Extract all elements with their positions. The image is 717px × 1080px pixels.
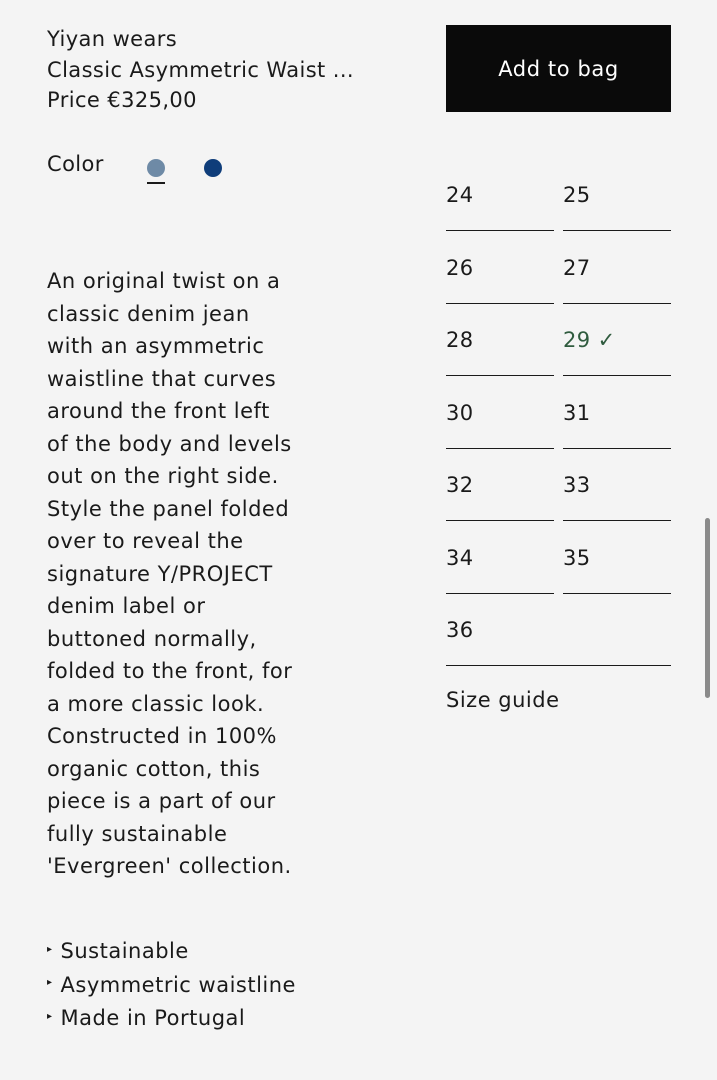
description-line: fully sustainable — [47, 821, 228, 846]
size-row — [446, 595, 671, 668]
scrollbar[interactable] — [705, 518, 710, 698]
size-option-26[interactable]: 26 — [446, 256, 554, 304]
description-line: around the front left — [47, 399, 270, 423]
description-line: over to reveal the — [47, 529, 244, 553]
feature-item — [47, 1002, 296, 1036]
product-name: Classic Asymmetric Waist ... — [47, 57, 354, 82]
size-row — [446, 523, 671, 596]
feature-list — [47, 935, 296, 1036]
model-line: Yiyan wears — [47, 27, 178, 51]
add-to-bag-button[interactable]: Add to bag — [446, 25, 671, 112]
description-line: denim label or — [47, 594, 206, 618]
product-price: Price €325,00 — [47, 88, 197, 112]
size-option-28[interactable]: 28 — [446, 328, 554, 376]
product-meta — [47, 24, 354, 116]
size-option-31[interactable]: 31 — [563, 401, 671, 449]
color-label: Color — [47, 152, 104, 176]
size-row — [446, 233, 671, 306]
bullet-icon: ▸ — [47, 943, 53, 955]
size-option-24[interactable]: 24 — [446, 183, 554, 231]
color-selector — [47, 150, 287, 190]
size-option-36[interactable]: 36 — [446, 618, 671, 666]
description-line: folded to the front, for — [47, 659, 293, 683]
description-line: of the body and levels — [47, 431, 292, 456]
size-option-25[interactable]: 25 — [563, 183, 671, 231]
description-line: 'Evergreen' collection. — [47, 854, 292, 878]
description-line: with an asymmetric — [47, 334, 265, 358]
feature-label: Made in Portugal — [60, 1006, 246, 1030]
color-swatch-light-blue[interactable] — [147, 159, 165, 177]
size-row — [446, 160, 671, 233]
description-line: classic denim jean — [47, 301, 250, 326]
feature-label: Sustainable — [60, 939, 189, 963]
size-row — [446, 450, 671, 523]
feature-item — [47, 969, 296, 1003]
size-option-29[interactable]: 29 ✓ — [563, 328, 671, 376]
size-option-32[interactable]: 32 — [446, 473, 554, 521]
description-line: a more classic look. — [47, 691, 265, 716]
feature-label: Asymmetric waistline — [60, 972, 296, 997]
description-line: buttoned normally, — [47, 626, 257, 651]
size-option-30[interactable]: 30 — [446, 401, 554, 449]
description-line: waistline that curves — [47, 366, 277, 391]
size-selector — [446, 160, 671, 668]
bullet-icon: ▸ — [47, 977, 53, 988]
description-line: An original twist on a — [47, 269, 281, 293]
product-description — [47, 265, 367, 883]
size-guide-link[interactable]: Size guide — [446, 688, 560, 712]
size-option-33[interactable]: 33 — [563, 473, 671, 521]
description-line: Constructed in 100% — [47, 724, 277, 748]
size-option-27[interactable]: 27 — [563, 256, 671, 304]
description-line: signature Y/PROJECT — [47, 561, 273, 586]
feature-item — [47, 935, 296, 969]
description-line: Style the panel folded — [47, 496, 290, 521]
bullet-icon: ▸ — [47, 1010, 53, 1022]
size-row — [446, 378, 671, 451]
size-option-35[interactable]: 35 — [563, 546, 671, 594]
size-option-34[interactable]: 34 — [446, 546, 554, 594]
description-line: piece is a part of our — [47, 789, 276, 813]
description-line: out on the right side. — [47, 464, 279, 488]
selected-swatch-indicator — [147, 182, 165, 184]
color-swatch-dark-blue[interactable] — [204, 159, 222, 177]
description-line: organic cotton, this — [47, 756, 261, 781]
size-row — [446, 305, 671, 378]
